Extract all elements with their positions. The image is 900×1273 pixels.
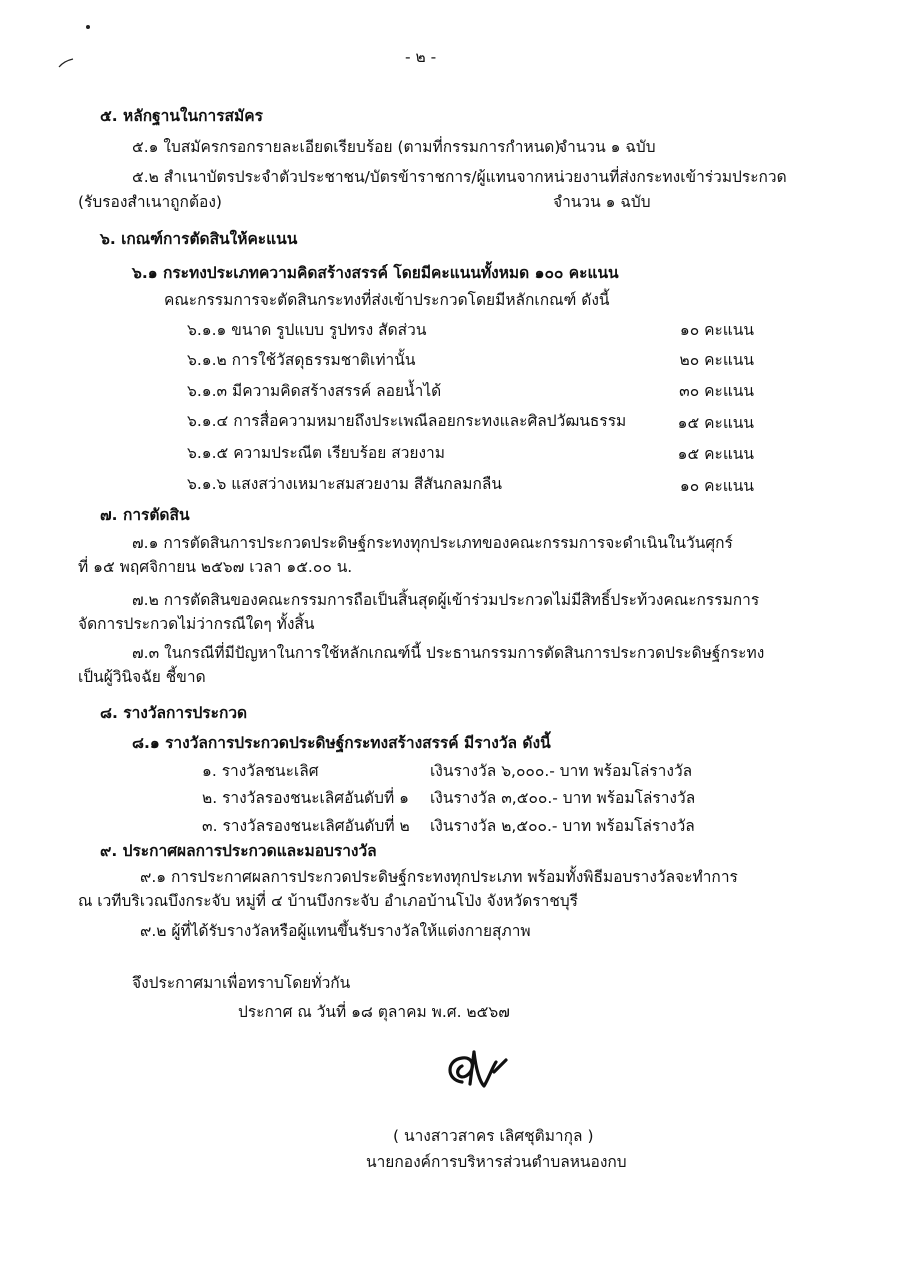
section-7-para-2-cont: จัดการประกวดไม่ว่ากรณีใดๆ ทั้งสิ้น [78, 615, 315, 633]
closing-line: จึงประกาศมาเพื่อทราบโดยทั่วกัน [132, 974, 351, 992]
section-7-para-2: ๗.๒ การตัดสินของคณะกรรมการถือเป็นสิ้นสุดผู้เข้าร่วมประกวดไม่มีสิทธิ์ประท้วงคณะกรรมการ [132, 591, 760, 609]
announcement-date: ประกาศ ณ วันที่ ๑๘ ตุลาคม พ.ศ. ๒๕๖๗ [238, 1003, 510, 1021]
criteria-points: ๓๐ คะแนน [679, 382, 754, 400]
section-9-para-2: ๙.๒ ผู้ที่ได้รับรางวัลหรือผู้แทนขึ้นรับรางวัลให้แต่งกายสุภาพ [140, 922, 531, 940]
signer-name: ( นางสาวสาคร เลิศชุติมากุล ) [393, 1127, 594, 1145]
criteria-label: ๖.๑.๕ ความประณีต เรียบร้อย สวยงาม [187, 444, 445, 462]
section-9-para-1: ๙.๑ การประกาศผลการประกวดประดิษฐ์กระทงทุกประเภท พร้อมทั้งพิธีมอบรางวัลจะทำการ [140, 868, 738, 886]
criteria-points: ๑๕ คะแนน [677, 445, 754, 463]
prize-amount: เงินรางวัล ๓,๕๐๐.- บาท พร้อมโล่รางวัล [430, 789, 696, 807]
criteria-label: ๖.๑.๑ ขนาด รูปแบบ รูปทรง สัดส่วน [187, 321, 427, 339]
section-5-item-1-qty: จำนวน ๑ ฉบับ [558, 138, 656, 156]
prize-name: ๓. รางวัลรองชนะเลิศอันดับที่ ๒ [202, 817, 410, 835]
prize-name: ๒. รางวัลรองชนะเลิศอันดับที่ ๑ [202, 789, 409, 807]
criteria-label: ๖.๑.๔ การสื่อความหมายถึงประเพณีลอยกระทงและศิลปวัฒนธรรม [187, 412, 627, 430]
section-7-heading: ๗. การตัดสิน [100, 506, 190, 524]
section-7-para-1-cont: ที่ ๑๕ พฤศจิกายน ๒๕๖๗ เวลา ๑๕.๐๐ น. [78, 558, 353, 576]
section-6-heading: ๖. เกณฑ์การตัดสินให้คะแนน [100, 230, 298, 248]
prize-amount: เงินรางวัล ๒,๕๐๐.- บาท พร้อมโล่รางวัล [430, 817, 695, 835]
section-8-heading: ๘. รางวัลการประกวด [100, 704, 248, 722]
pen-mark-icon [58, 58, 74, 68]
signature-icon [440, 1040, 520, 1100]
section-6-sub-desc: คณะกรรมการจะตัดสินกระทงที่ส่งเข้าประกวดโดยมีหลักเกณฑ์ ดังนี้ [164, 291, 610, 309]
signer-title: นายกองค์การบริหารส่วนตำบลหนองกบ [366, 1153, 627, 1171]
section-5-item-2-qty: จำนวน ๑ ฉบับ [553, 193, 651, 211]
prize-name: ๑. รางวัลชนะเลิศ [202, 762, 319, 780]
section-5-item-2-cont: (รับรองสำเนาถูกต้อง) [78, 193, 222, 211]
section-7-para-3-cont: เป็นผู้วินิจฉัย ชี้ขาด [78, 668, 206, 686]
section-6-sub: ๖.๑ กระทงประเภทความคิดสร้างสรรค์ โดยมีคะแนนทั้งหมด ๑๐๐ คะแนน [132, 264, 619, 282]
criteria-points: ๑๕ คะแนน [677, 414, 754, 432]
section-7-para-1: ๗.๑ การตัดสินการประกวดประดิษฐ์กระทงทุกประเภทของคณะกรรมการจะดำเนินในวันศุกร์ [132, 534, 733, 552]
page-number: - ๒ - [405, 48, 437, 66]
criteria-points: ๒๐ คะแนน [679, 351, 754, 369]
section-8-sub: ๘.๑ รางวัลการประกวดประดิษฐ์กระทงสร้างสรรค์ มีรางวัล ดังนี้ [132, 734, 551, 752]
criteria-label: ๖.๑.๓ มีความคิดสร้างสรรค์ ลอยน้ำได้ [187, 382, 442, 400]
criteria-points: ๑๐ คะแนน [679, 321, 754, 339]
section-5-item-1: ๕.๑ ใบสมัครกรอกรายละเอียดเรียบร้อย (ตามที่กรรมการกำหนด) [132, 138, 561, 156]
prize-amount: เงินรางวัล ๖,๐๐๐.- บาท พร้อมโล่รางวัล [430, 762, 693, 780]
ink-dot [86, 25, 90, 29]
section-9-para-1-cont: ณ เวทีบริเวณบึงกระจับ หมู่ที่ ๔ บ้านบึงกระจับ อำเภอบ้านโป่ง จังหวัดราชบุรี [78, 892, 579, 910]
section-5-heading: ๕. หลักฐานในการสมัคร [100, 107, 263, 125]
section-9-heading: ๙. ประกาศผลการประกวดและมอบรางวัล [100, 842, 377, 860]
criteria-points: ๑๐ คะแนน [679, 477, 754, 495]
criteria-label: ๖.๑.๖ แสงสว่างเหมาะสมสวยงาม สีสันกลมกลืน [187, 475, 502, 493]
criteria-label: ๖.๑.๒ การใช้วัสดุธรรมชาติเท่านั้น [187, 351, 416, 369]
section-7-para-3: ๗.๓ ในกรณีที่มีปัญหาในการใช้หลักเกณฑ์นี้ ประธานกรรมการตัดสินการประกวดประดิษฐ์กระทง [132, 644, 765, 662]
section-5-item-2: ๕.๒ สำเนาบัตรประจำตัวประชาชน/บัตรข้าราชการ/ผู้แทนจากหน่วยงานที่ส่งกระทงเข้าร่วมประกวด [132, 168, 787, 186]
